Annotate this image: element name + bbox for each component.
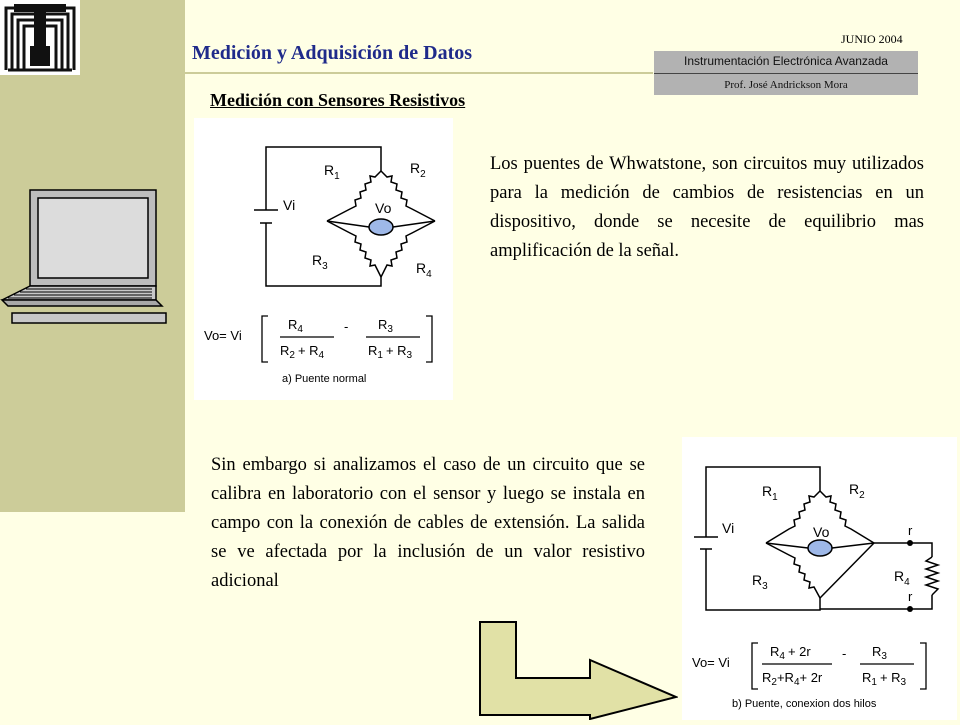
svg-text:R3: $R_3$ — [872, 644, 887, 662]
r2-label: R — [410, 160, 421, 176]
svg-text:R2+ R4: $R_2 + R_4$ — [280, 343, 325, 361]
paragraph-field-wiring: Sin embargo si analizamos el caso de un circuito que se calibra en laboratorio con el sensor y luego se instala en campo con la conexión de cables de extensión. La salida se ve afectada por la inclusión de un valor resistivo adicional — [211, 455, 645, 591]
r4-label: R — [416, 260, 427, 276]
wheatstone-bridge-normal-diagram — [194, 118, 453, 400]
svg-text:R1+ R3: $R_1 + R_3$ — [368, 343, 413, 361]
svg-text:R4: $R_4$ — [288, 317, 303, 335]
svg-text:R2+R4+ 2r: $R_2+R_4+ 2r$ — [762, 670, 823, 688]
svg-text:R3: $R_3$ — [752, 572, 768, 592]
paragraph-wheatstone: Los puentes de Whwatstone, son circuitos muy utilizados para la medición de cambios de resistencias en un dispositivo, donde se necesite de equilibrio mas amplificación de la señal. — [490, 154, 924, 261]
svg-text:R3: $R_3$ — [312, 252, 328, 272]
wheatstone-bridge-two-wire-diagram — [682, 437, 957, 720]
svg-text:R4: $R_4$ — [416, 260, 432, 280]
page-title: Medición y Adquisición de Datos — [192, 42, 473, 64]
source-label: Vi — [283, 197, 296, 213]
laptop-icon — [0, 188, 172, 328]
equation-lhs: Vo= Vi — [692, 655, 730, 670]
source-label: Vi — [722, 520, 735, 536]
course-info-box — [654, 51, 918, 95]
svg-text:R1+ R3: $R_1 + R_3$ — [862, 670, 907, 688]
svg-text:R1: $R_1$ — [324, 162, 340, 182]
wire-resistance-bottom: r — [908, 589, 913, 604]
svg-text:-: - — [344, 319, 349, 334]
r3-label: R — [312, 252, 323, 268]
professor-name: Prof. José Andrickson Mora — [724, 79, 848, 91]
institution-logo — [0, 0, 80, 75]
diagram-caption: a) Puente normal — [282, 373, 367, 385]
svg-text:R4+ 2r: $R_4 + 2r$ — [770, 644, 811, 662]
svg-text:R2: $R_2$ — [849, 481, 865, 501]
svg-text:R1: $R_1$ — [762, 483, 778, 503]
output-label: Vo — [375, 200, 392, 216]
svg-text:R3: $R_3$ — [378, 317, 393, 335]
svg-text:R2: $R_2$ — [410, 160, 426, 180]
svg-text:R4: $R_4$ — [894, 568, 910, 588]
equation-lhs: Vo= Vi — [204, 328, 242, 343]
wire-resistance-top: r — [908, 523, 913, 538]
date-label: JUNIO 2004 — [841, 32, 903, 46]
diagram-caption: b) Puente, conexion dos hilos — [732, 698, 877, 710]
arrow-icon — [478, 620, 678, 720]
header-divider — [80, 72, 653, 74]
course-divider — [654, 73, 918, 74]
section-heading: Medición con Sensores Resistivos — [210, 90, 466, 110]
course-name: Instrumentación Electrónica Avanzada — [684, 54, 888, 68]
svg-text:-: - — [842, 646, 847, 661]
output-label: Vo — [813, 524, 830, 540]
r1-label: R — [324, 162, 335, 178]
